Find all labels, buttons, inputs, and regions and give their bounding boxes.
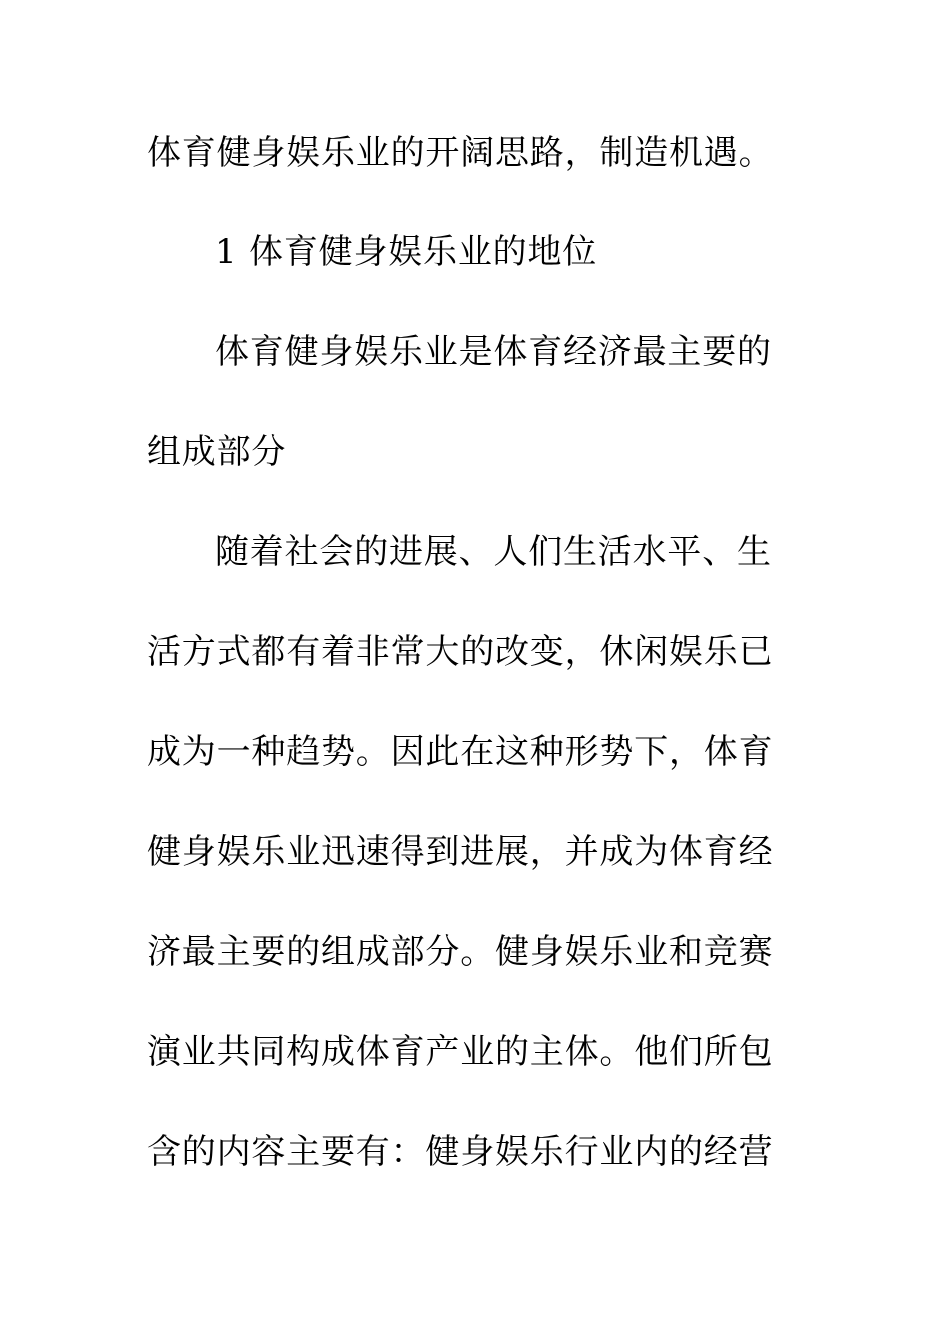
paragraph-line-1: 随着社会的进展、人们生活水平、生 xyxy=(215,532,772,572)
section-heading: 1 体育健身娱乐业的地位 xyxy=(215,232,598,272)
paragraph-line-3: 成为一种趋势。因此在这种形势下，体育 xyxy=(147,732,774,772)
paragraph-line-4: 健身娱乐业迅速得到进展，并成为体育经 xyxy=(147,832,774,872)
paragraph-line-7: 含的内容主要有：健身娱乐行业内的经营 xyxy=(147,1132,774,1172)
paragraph-line-2: 活方式都有着非常大的改变，休闲娱乐已 xyxy=(147,632,774,672)
paragraph-line-5: 济最主要的组成部分。健身娱乐业和竞赛 xyxy=(147,932,774,972)
subheading-line-2: 组成部分 xyxy=(147,432,287,472)
subheading-line-1: 体育健身娱乐业是体育经济最主要的 xyxy=(215,332,772,372)
text-line-intro-end: 体育健身娱乐业的开阔思路，制造机遇。 xyxy=(147,133,774,173)
paragraph-line-6: 演业共同构成体育产业的主体。他们所包 xyxy=(147,1032,774,1072)
